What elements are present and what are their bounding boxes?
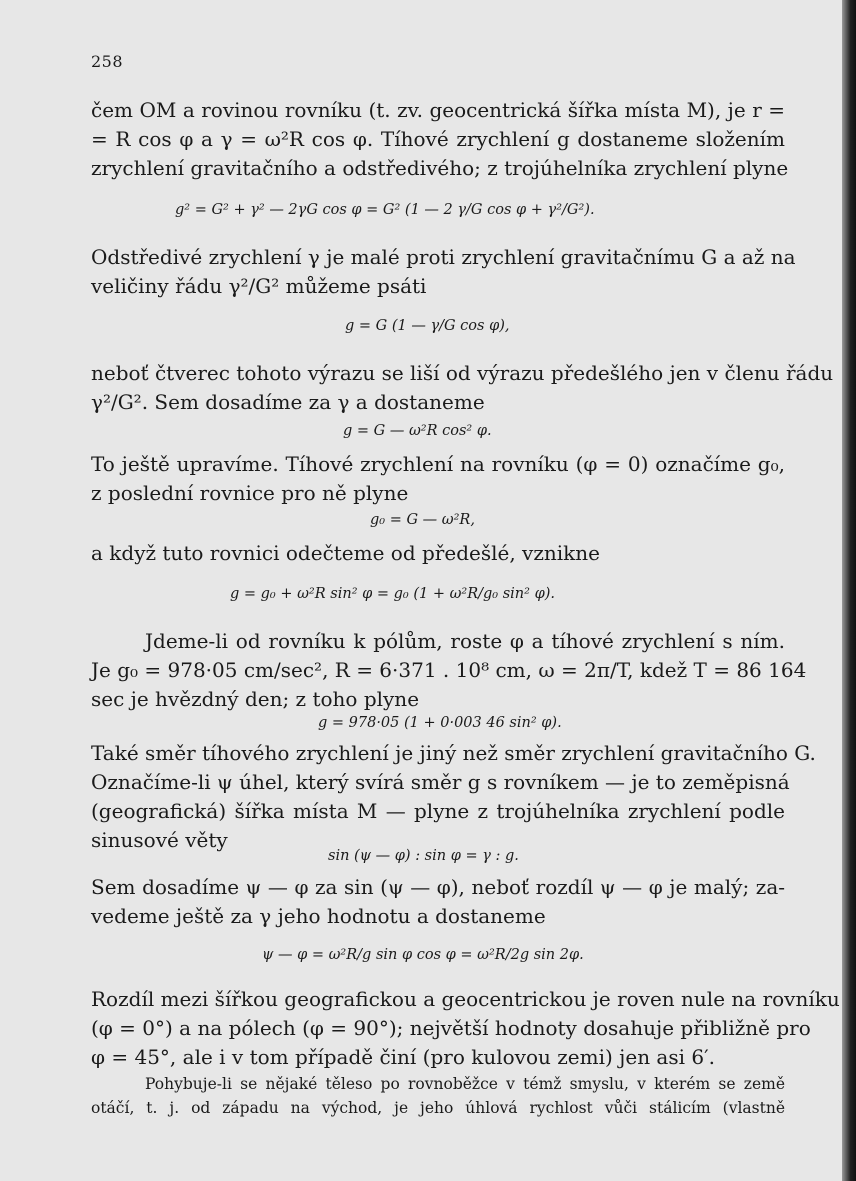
footnote-line: otáčí, t. j. od západu na východ, je jeho úhlová rychlost vůči stálicím (vlastně (91, 1099, 785, 1117)
text-line: = R cos φ a γ = ω²R cos φ. Tíhové zrychlení g dostaneme složením (91, 127, 785, 151)
text-line: Také směr tíhového zrychlení je jiný než směr zrychlení gravitačního G. (91, 741, 816, 765)
equation: ψ — φ = ω²R/g sin φ cos φ = ω²R/2g sin 2φ. (262, 947, 584, 963)
text-line: zrychlení gravitačního a odstředivého; z trojúhelníka zrychlení plyne (91, 156, 789, 180)
text-line: Rozdíl mezi šířkou geografickou a geocentrickou je roven nule na rovníku (91, 987, 840, 1011)
text-line: φ = 45°, ale i v tom případě činí (pro kulovou zemi) jen asi 6′. (91, 1045, 715, 1069)
text-line: z poslední rovnice pro ně plyne (91, 481, 409, 505)
text-line: neboť čtverec tohoto výrazu se liší od výrazu předešlého jen v členu řádu (91, 361, 834, 385)
text-line: Je g₀ = 978·05 cm/sec², R = 6·371 . 10⁸ cm, ω = 2π/T, kdež T = 86 164 (91, 658, 807, 682)
text-line: Odstředivé zrychlení γ je malé proti zrychlení gravitačnímu G a až na (91, 245, 796, 269)
text-line: (φ = 0°) a na pólech (φ = 90°); největší hodnoty dosahuje přibližně pro (91, 1016, 811, 1040)
text-line: sec je hvězdný den; z toho plyne (91, 687, 420, 711)
page-number: 258 (91, 52, 124, 71)
text-line: čem OM a rovinou rovníku (t. zv. geocentrická šířka místa M), je r = (91, 98, 785, 122)
equation: g² = G² + γ² — 2γG cos φ = G² (1 — 2 γ/G cos φ + γ²/G²). (175, 202, 595, 218)
text-line: a když tuto rovnici odečteme od předešlé, vznikne (91, 541, 600, 565)
equation: g = g₀ + ω²R sin² φ = g₀ (1 + ω²R/g₀ sin² φ). (230, 586, 555, 602)
equation: g = G — ω²R cos² φ. (343, 423, 492, 439)
footnote-line: Pohybuje-li se nějaké těleso po rovnoběžce v témž smyslu, v kterém se země (145, 1075, 785, 1093)
equation: g = 978·05 (1 + 0·003 46 sin² φ). (318, 715, 562, 731)
equation: sin (ψ — φ) : sin φ = γ : g. (328, 848, 519, 864)
text-line: γ²/G². Sem dosadíme za γ a dostaneme (91, 390, 485, 414)
text-line: Jdeme-li od rovníku k pólům, roste φ a tíhové zrychlení s ním. (145, 629, 785, 653)
text-line: veličiny řádu γ²/G² můžeme psáti (91, 274, 427, 298)
equation: g = G (1 — γ/G cos φ), (345, 318, 510, 334)
text-line: Sem dosadíme ψ — φ za sin (ψ — φ), neboť rozdíl ψ — φ je malý; za- (91, 875, 785, 899)
page-edge (842, 0, 856, 1181)
text-line: sinusové věty (91, 828, 228, 852)
text-line: To ještě upravíme. Tíhové zrychlení na rovníku (φ = 0) označíme g₀, (91, 452, 785, 476)
text-line: Označíme-li ψ úhel, který svírá směr g s rovníkem — je to zeměpisná (91, 770, 790, 794)
text-line: vedeme ještě za γ jeho hodnotu a dostaneme (91, 904, 546, 928)
text-line: (geografická) šířka místa M — plyne z trojúhelníka zrychlení podle (91, 799, 785, 823)
equation: g₀ = G — ω²R, (370, 512, 475, 528)
